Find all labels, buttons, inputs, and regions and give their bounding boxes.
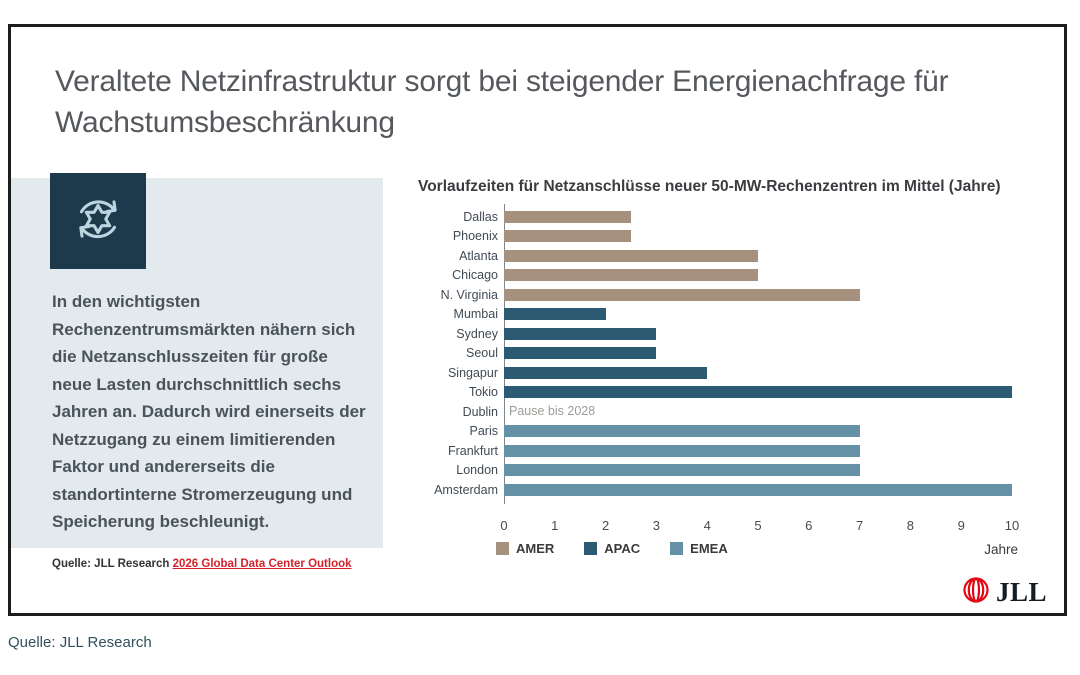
jll-logo [961,575,1047,610]
chart-bar-row [418,344,1012,364]
x-tick-label: 3 [652,518,661,533]
x-tick-label: 0 [500,518,508,533]
x-tick-label: 8 [906,518,915,533]
category-label: Tokio [468,385,498,400]
chart-bar-row [418,227,1012,247]
chart-title: Vorlaufzeiten für Netzanschlüsse neuer 50-MW-Rechenzentren im Mittel (Jahre) [418,178,1001,195]
bar-annotation: Pause bis 2028 [509,403,596,418]
bar-track [504,386,1012,398]
category-label: London [456,463,498,478]
chart-bar-row [418,461,1012,481]
category-label: Mumbai [453,307,498,322]
chart-bar-row [418,402,1012,422]
bar-track [504,289,1012,301]
legend-label: EMEA [690,541,728,556]
chart-bar [504,250,758,262]
chart-bar [504,211,631,223]
legend-item [584,541,640,556]
chart-bar [504,269,758,281]
category-label: Phoenix [452,229,498,244]
chart-bar-row [418,305,1012,325]
category-label: Sydney [456,326,498,341]
legend-swatch [584,542,597,555]
chart-bar [504,289,860,301]
source-report-link[interactable]: 2026 Global Data Center Outlook [172,558,352,570]
category-label: Seoul [466,346,498,361]
category-label: Frankfurt [447,443,498,458]
source-prefix: Quelle: JLL Research [52,558,173,570]
chart-bar-row [418,422,1012,442]
chart-bar-row [418,383,1012,403]
chart-bar [504,367,707,379]
bar-track [504,328,1012,340]
x-tick-label: 7 [855,518,864,533]
legend-swatch [496,542,509,555]
x-tick-label: 2 [601,518,610,533]
chart-bar [504,445,860,457]
x-tick-label: 10 [1004,518,1020,533]
x-axis-ticks [500,518,1020,534]
icon-tile [50,173,146,269]
x-tick-label: 5 [754,518,762,533]
bar-track [504,250,1012,262]
category-label: Dallas [463,209,498,224]
chart-bar [504,230,631,242]
chart-bar-row [418,324,1012,344]
chart-bar-row [418,363,1012,383]
chart-bar [504,484,1012,496]
bar-track [504,367,1012,379]
chart-bar-row [418,266,1012,286]
legend-item [496,541,554,556]
legend-label: APAC [604,541,641,556]
legend-item [670,541,728,556]
sidebar-panel [11,178,383,548]
legend-label: AMER [516,541,555,556]
jll-logo-text: JLL [996,577,1048,607]
bar-track [504,464,1012,476]
x-tick-label: 6 [805,518,813,533]
category-label: Dublin [462,404,498,419]
category-label: Paris [469,424,498,439]
chart-bar [504,425,860,437]
bar-track [504,484,1012,496]
slide-card [8,24,1067,616]
bar-track [504,347,1012,359]
category-label: Chicago [452,268,498,283]
chart-rows [418,207,1012,500]
chart-bar [504,328,656,340]
chart-bar-row [418,246,1012,266]
sidebar-paragraph: In den wichtigsten Rechenzentrumsmärkten nähern sich die Netzanschlusszeiten für große neue Lasten durchschnittlich sechs Jahren an. Dadurch wird einerseits der Netzzugang zu einem limitierenden Faktor und andererseits die standortinterne Stromerzeugung und Speicherung beschleunigt. [52,292,366,532]
chart-bar [504,347,656,359]
bar-track [504,308,1012,320]
chart-bar-row [418,285,1012,305]
page-title: Veraltete Netzinfrastruktur sorgt bei steigender Energienachfrage für Wachstumsbeschränkung [55,65,949,140]
legend-swatch [670,542,683,555]
bar-track [504,403,1012,418]
chart-bar-row [418,480,1012,500]
bar-track [504,425,1012,437]
category-label: Singapur [447,365,498,380]
bar-chart [418,178,1064,614]
category-label: N. Virginia [440,287,498,302]
x-axis-unit-label: Jahre [984,542,1018,557]
x-tick-label: 1 [551,518,559,533]
bar-track [504,445,1012,457]
gear-cycle-icon [67,188,129,255]
x-tick-label: 4 [703,518,711,533]
x-tick-label: 9 [957,518,965,533]
bar-track [504,230,1012,242]
chart-source-note [52,558,352,570]
chart-bar-row [418,441,1012,461]
page-source-caption: Quelle: JLL Research [8,634,152,651]
category-label: Atlanta [459,248,498,263]
chart-bar [504,308,606,320]
chart-bar [504,464,860,476]
chart-legend [496,541,728,556]
chart-bar [504,386,1012,398]
bar-track [504,269,1012,281]
chart-bar-row [418,207,1012,227]
jll-globe-icon [961,575,991,610]
bar-track [504,211,1012,223]
category-label: Amsterdam [434,482,498,497]
